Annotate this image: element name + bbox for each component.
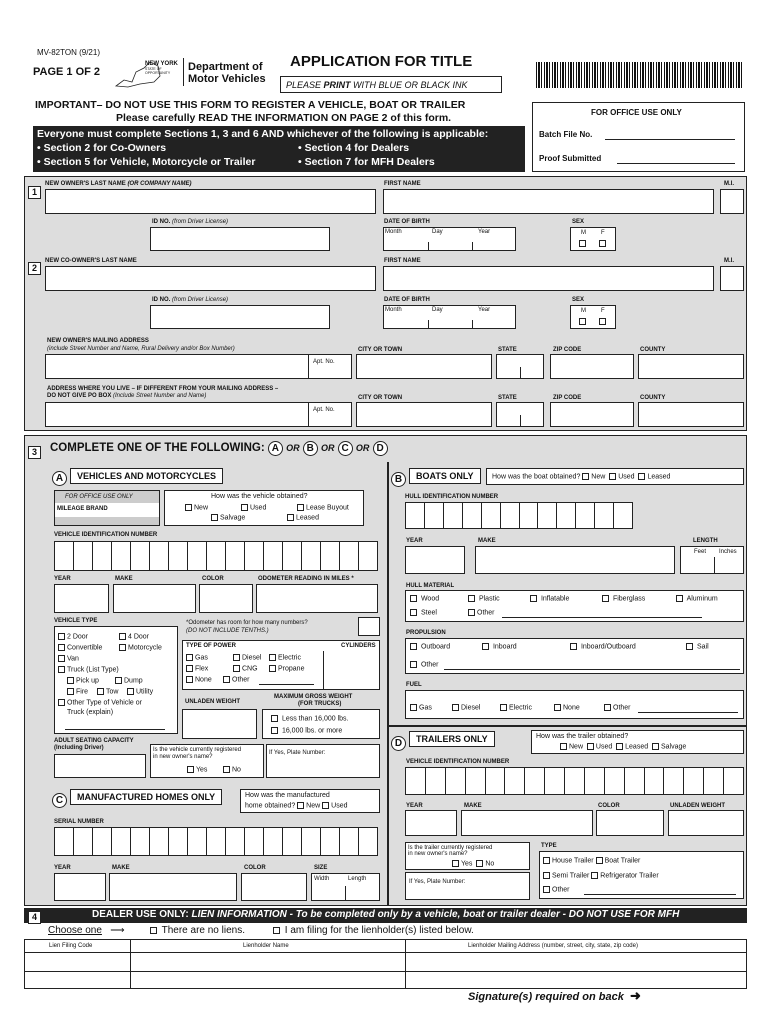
mfh-size-field[interactable]: Width Length xyxy=(311,873,380,901)
unladen-field[interactable] xyxy=(182,709,257,739)
coowner-sex-label: SEX xyxy=(572,297,585,303)
section-4-number: 4 xyxy=(28,911,41,924)
serial-label: SERIAL NUMBER xyxy=(54,819,104,825)
vehicle-plate-field[interactable]: If Yes, Plate Number: xyxy=(266,744,380,778)
owner-first-label: FIRST NAME xyxy=(384,181,421,187)
vehicle-make-field[interactable] xyxy=(113,584,196,613)
res-city-field[interactable] xyxy=(356,402,492,427)
vehicle-make-label: MAKE xyxy=(115,576,133,582)
mail-city-field[interactable] xyxy=(356,354,492,379)
owner-sex-field[interactable]: M F xyxy=(570,227,616,251)
ink-instruction: PLEASE PRINT WITH BLUE OR BLACK INK xyxy=(280,76,502,93)
lien-choice-row: Choose one ⟶ xyxy=(48,925,125,936)
hull-material-box[interactable]: Wood Plastic Inflatable Fiberglass Aluminum Steel Other xyxy=(405,590,744,622)
owner-mi-label: M.I. xyxy=(724,181,734,187)
dept-line1: Department of xyxy=(188,61,263,73)
trailer-vin-field[interactable] xyxy=(405,767,744,795)
mfh-obtained-box[interactable]: How was the manufactured home obtained? New Used xyxy=(240,789,380,813)
res-county-field[interactable] xyxy=(638,402,744,427)
trailer-make-label: MAKE xyxy=(464,803,482,809)
odometer-field[interactable] xyxy=(256,584,378,613)
section-a-header: A xyxy=(52,468,67,486)
mfh-year-label: YEAR xyxy=(54,865,71,871)
coowner-id-field[interactable] xyxy=(150,305,330,329)
trailer-registered-box[interactable]: Is the trailer currently registered in new owner's name? Yes No xyxy=(405,842,530,870)
mfh-year-field[interactable] xyxy=(54,873,106,901)
res-zip-label: ZIP CODE xyxy=(553,395,582,401)
residence-address-field[interactable]: Apt. No. xyxy=(45,402,352,427)
coowner-last-name-field[interactable] xyxy=(45,266,376,291)
res-zip-field[interactable] xyxy=(550,402,634,427)
vin-field[interactable] xyxy=(54,541,378,571)
section-c-title: MANUFACTURED HOMES ONLY xyxy=(70,789,222,805)
mail-zip-label: ZIP CODE xyxy=(553,347,582,353)
mailing-address-label: NEW OWNER'S MAILING ADDRESS xyxy=(47,338,149,344)
fuel-label: FUEL xyxy=(406,682,422,688)
section-1-number: 1 xyxy=(28,186,41,199)
vehicle-type-box[interactable]: 2 Door 4 Door Convertible Motorcycle Van Truck (List Type) Pick up Dump Fire Tow Utility Other Type of Vehicle or Truck (explain) xyxy=(54,626,178,734)
odometer-note-2: (DO NOT INCLUDE TENTHS.) xyxy=(186,628,269,634)
boat-obtained-box[interactable]: How was the boat obtained? New Used Leased xyxy=(486,468,744,485)
owner-mi-field[interactable] xyxy=(720,189,744,214)
logo-sub-text: STATE OF OPPORTUNITY xyxy=(145,67,171,75)
section-c-header: C xyxy=(52,790,67,808)
owner-dob-field[interactable]: Month Day Year xyxy=(383,227,516,251)
signature-note: Signature(s) required on back ➜ xyxy=(468,988,641,1003)
vehicle-registered-box[interactable]: Is the vehicle currently registered in new owner's name? Yes No xyxy=(150,744,264,778)
trailer-color-label: COLOR xyxy=(598,803,620,809)
vin-label: VEHICLE IDENTIFICATION NUMBER xyxy=(54,532,158,538)
form-title: APPLICATION FOR TITLE xyxy=(290,53,473,70)
trailer-unladen-label: UNLADEN WEIGHT xyxy=(670,803,725,809)
coowner-first-name-field[interactable] xyxy=(383,266,714,291)
res-state-label: STATE xyxy=(498,395,517,401)
seating-label: ADULT SEATING CAPACITY xyxy=(54,738,134,744)
coowner-mi-label: M.I. xyxy=(724,258,734,264)
boat-make-label: MAKE xyxy=(478,538,496,544)
trailer-vin-label: VEHICLE IDENTIFICATION NUMBER xyxy=(406,759,510,765)
section-b-header: B xyxy=(391,469,406,487)
hull-material-label: HULL MATERIAL xyxy=(406,583,455,589)
section-3-heading: COMPLETE ONE OF THE FOLLOWING: A OR B OR C OR D xyxy=(50,441,388,456)
trailer-type-label: TYPE xyxy=(541,843,557,849)
owner-first-name-field[interactable] xyxy=(383,189,714,214)
office-use-box: FOR OFFICE USE ONLY Batch File No. Proof Submitted xyxy=(532,102,745,172)
vehicle-color-label: COLOR xyxy=(202,576,224,582)
section-b-title: BOATS ONLY xyxy=(409,468,481,484)
vehicle-color-field[interactable] xyxy=(199,584,253,613)
odometer-note: *Odometer has room for how many numbers? xyxy=(186,620,308,626)
gross-weight-label-2: (FOR TRUCKS) xyxy=(298,701,342,707)
vehicle-obtained-box[interactable]: How was the vehicle obtained? New Used Lease Buyout Salvage Leased xyxy=(164,490,364,526)
mail-state-label: STATE xyxy=(498,347,517,353)
form-id: MV-82TON (9/21) xyxy=(37,48,100,57)
mail-state-field[interactable] xyxy=(496,354,544,379)
owner-last-label: NEW OWNER'S LAST NAME (OR COMPANY NAME) xyxy=(45,181,192,187)
no-liens-option[interactable]: There are no liens. xyxy=(150,925,245,936)
trailer-obtained-box[interactable]: How was the trailer obtained? New Used Leased Salvage xyxy=(531,730,744,754)
boat-year-label: YEAR xyxy=(406,538,423,544)
page-number: PAGE 1 OF 2 xyxy=(33,66,101,78)
trailer-color-field[interactable] xyxy=(596,810,664,836)
trailer-plate-field[interactable]: If Yes, Plate Number: xyxy=(405,872,530,900)
lienholder-table[interactable]: Lien Filing Code Lienholder Name Lienholder Mailing Address (number, street, city, state, zip code) xyxy=(24,939,747,989)
mail-county-field[interactable] xyxy=(638,354,744,379)
residence-address-label: ADDRESS WHERE YOU LIVE – IF DIFFERENT FROM YOUR MAILING ADDRESS – xyxy=(47,386,279,392)
trailer-year-field[interactable] xyxy=(405,810,457,836)
section-d-header: D xyxy=(391,733,406,751)
barcode xyxy=(536,62,744,88)
owner-dob-label: DATE OF BIRTH xyxy=(384,219,430,225)
res-city-label: CITY OR TOWN xyxy=(358,395,403,401)
mfh-color-field[interactable] xyxy=(241,873,307,901)
mfh-size-label: SIZE xyxy=(314,865,328,871)
fuel-box[interactable]: Gas Diesel Electric None Other xyxy=(405,690,744,719)
mfh-make-label: MAKE xyxy=(112,865,130,871)
coowner-dob-label: DATE OF BIRTH xyxy=(384,297,430,303)
mail-county-label: COUNTY xyxy=(640,347,666,353)
coowner-mi-field[interactable] xyxy=(720,266,744,291)
mail-city-label: CITY OR TOWN xyxy=(358,347,403,353)
serial-field[interactable] xyxy=(54,827,378,856)
seating-field[interactable] xyxy=(54,754,146,778)
coowner-id-label: ID NO. (from Driver License) xyxy=(152,297,229,303)
hull-id-field[interactable] xyxy=(405,502,633,529)
owner-id-field[interactable] xyxy=(150,227,330,251)
mileage-brand-box: FOR OFFICE USE ONLY MILEAGE BRAND xyxy=(54,490,160,526)
section-3-number: 3 xyxy=(28,446,41,459)
required-sections-banner: Everyone must complete Sections 1, 3 and 6 AND whichever of the following is applicable: • Section 2 for Co-Owners • Section 4 for Dealers • Section 5 for Vehicle, Motorcycle or Trailer • Section 7 for MFH Dealers xyxy=(33,126,525,172)
power-type-box[interactable]: TYPE OF POWER CYLINDERS Gas Diesel Electric Flex CNG Propane None Other xyxy=(182,640,380,690)
trailer-unladen-field[interactable] xyxy=(668,810,744,836)
boat-make-field[interactable] xyxy=(475,546,675,574)
filing-lienholder-option[interactable]: I am filing for the lienholder(s) listed below. xyxy=(273,925,474,936)
gross-weight-box[interactable]: Less than 16,000 lbs. 16,000 lbs. or more xyxy=(262,709,380,739)
vehicle-year-label: YEAR xyxy=(54,576,71,582)
coowner-dob-field[interactable]: Month Day Year xyxy=(383,305,516,329)
coowner-sex-field[interactable]: M F xyxy=(570,305,616,329)
propulsion-label: PROPULSION xyxy=(406,630,446,636)
propulsion-box[interactable]: Outboard Inboard Inboard/Outboard Sail Other xyxy=(405,638,744,674)
section-2-number: 2 xyxy=(28,262,41,275)
odometer-label: ODOMETER READING IN MILES * xyxy=(258,576,354,582)
hull-id-label: HULL IDENTIFICATION NUMBER xyxy=(405,494,499,500)
vehicle-year-field[interactable] xyxy=(54,584,109,613)
mail-zip-field[interactable] xyxy=(550,354,634,379)
owner-sex-label: SEX xyxy=(572,219,585,225)
section-d-title: TRAILERS ONLY xyxy=(409,731,495,747)
dealer-lien-banner: DEALER USE ONLY: LIEN INFORMATION - To be completed only by a vehicle, boat or trailer dealer - DO NOT USE FOR MFH xyxy=(24,908,747,923)
trailer-make-field[interactable] xyxy=(461,810,593,836)
boat-length-label: LENGTH xyxy=(693,538,718,544)
mfh-color-label: COLOR xyxy=(244,865,266,871)
trailer-year-label: YEAR xyxy=(406,803,423,809)
mailing-address-field[interactable]: Apt. No. xyxy=(45,354,352,379)
important-line2: Please carefully READ THE INFORMATION ON PAGE 2 of this form. xyxy=(116,112,452,124)
gross-weight-label: MAXIMUM GROSS WEIGHT xyxy=(274,694,353,700)
trailer-type-box[interactable]: House Trailer Boat Trailer Semi Trailer Refrigerator Trailer Other xyxy=(539,851,744,899)
logo-state-text: NEW YORK xyxy=(145,61,178,67)
seating-label-2: (Including Driver) xyxy=(54,745,104,751)
section-a-title: VEHICLES AND MOTORCYCLES xyxy=(70,468,223,484)
odometer-digits-field[interactable] xyxy=(358,617,380,636)
coowner-last-label: NEW CO-OWNER'S LAST NAME xyxy=(45,258,137,264)
coowner-first-label: FIRST NAME xyxy=(384,258,421,264)
res-county-label: COUNTY xyxy=(640,395,666,401)
dept-line2: Motor Vehicles xyxy=(188,73,266,85)
res-state-field[interactable] xyxy=(496,402,544,427)
owner-last-name-field[interactable] xyxy=(45,189,376,214)
owner-id-label: ID NO. (from Driver License) xyxy=(152,219,229,225)
unladen-label: UNLADEN WEIGHT xyxy=(185,699,240,705)
mailing-address-note: (include Street Number and Name, Rural Delivery and/or Box Number) xyxy=(47,346,235,352)
boat-year-field[interactable] xyxy=(405,546,465,574)
vehicle-type-label: VEHICLE TYPE xyxy=(54,618,98,624)
important-line1: IMPORTANT– DO NOT USE THIS FORM TO REGISTER A VEHICLE, BOAT OR TRAILER xyxy=(35,99,466,111)
boat-length-field[interactable]: Feet Inches xyxy=(680,546,744,574)
mfh-make-field[interactable] xyxy=(109,873,237,901)
